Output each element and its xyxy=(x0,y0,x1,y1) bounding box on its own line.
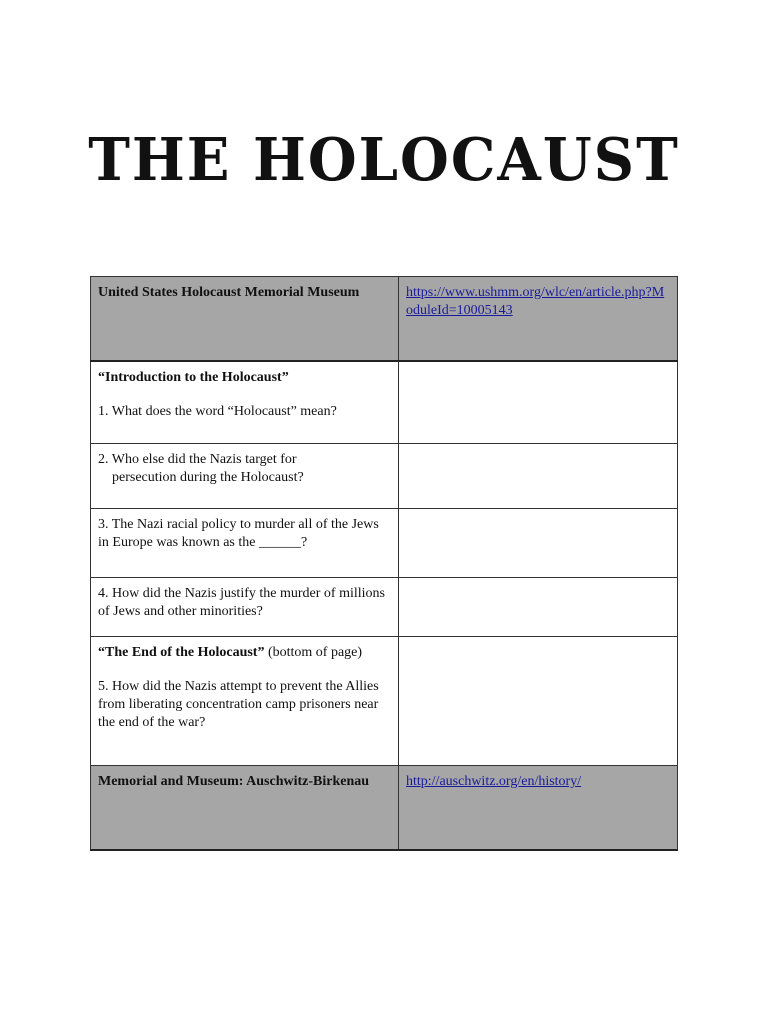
answer-cell-1[interactable] xyxy=(399,361,678,444)
auschwitz-link[interactable]: http://auschwitz.org/en/history/ xyxy=(406,774,582,789)
question-4: 4. How did the Nazis justify the murder of millions of Jews and other minorities? xyxy=(98,586,385,619)
answer-cell-5[interactable] xyxy=(399,637,678,766)
question-cell xyxy=(91,637,399,766)
answer-cell-3[interactable] xyxy=(399,509,678,578)
source-name: United States Holocaust Memorial Museum xyxy=(98,285,360,300)
source-link-cell xyxy=(399,277,678,361)
page-title: THE HOLOCAUST xyxy=(88,125,680,195)
table-row xyxy=(91,637,678,766)
answer-cell-4[interactable] xyxy=(399,578,678,637)
table-row xyxy=(91,509,678,578)
table-row xyxy=(91,444,678,509)
question-cell xyxy=(91,361,399,444)
table-row xyxy=(91,277,678,361)
source-name: Memorial and Museum: Auschwitz-Birkenau xyxy=(98,774,370,789)
question-cell xyxy=(91,509,399,578)
ushmm-link[interactable]: https://www.ushmm.org/wlc/en/article.php?ModuleId=10005143 xyxy=(406,285,665,318)
section-heading: “Introduction to the Holocaust” xyxy=(98,369,289,385)
answer-cell-2[interactable] xyxy=(399,444,678,509)
worksheet-table xyxy=(90,276,678,851)
question-3: 3. The Nazi racial policy to murder all of the Jews in Europe was known as the ______? xyxy=(98,517,379,550)
table-row xyxy=(91,578,678,637)
question-cell xyxy=(91,444,399,509)
question-1: 1. What does the word “Holocaust” mean? xyxy=(98,403,337,419)
source-name-cell xyxy=(91,766,399,850)
table-row xyxy=(91,361,678,444)
table-row xyxy=(91,766,678,850)
section-heading-note: (bottom of page) xyxy=(264,645,363,660)
section-heading: “The End of the Holocaust” xyxy=(98,645,265,660)
source-name-cell xyxy=(91,277,399,361)
source-link-cell xyxy=(399,766,678,850)
question-2-line-1: 2. Who else did the Nazis target for xyxy=(98,452,297,467)
question-5: 5. How did the Nazis attempt to prevent the Allies from liberating concentration camp prisoners near the end of the war? xyxy=(98,679,379,730)
question-cell xyxy=(91,578,399,637)
question-2-line-2: persecution during the Holocaust? xyxy=(112,470,304,485)
